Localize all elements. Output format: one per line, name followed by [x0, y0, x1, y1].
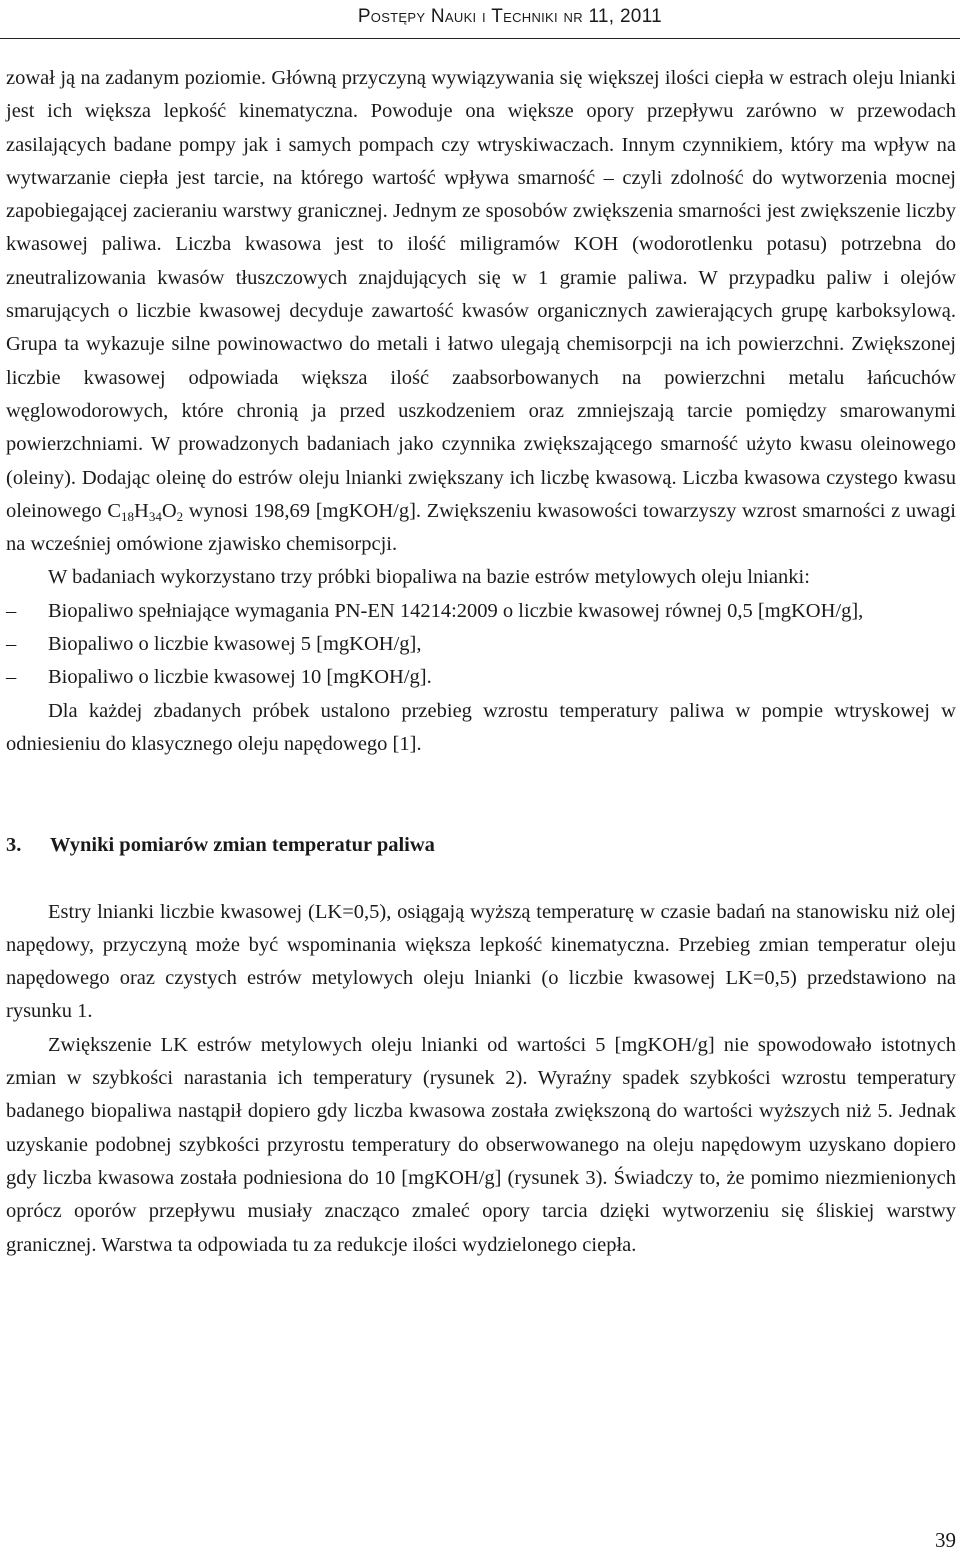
section-number: 3. [6, 834, 22, 857]
paragraph-method: Dla każdej zbadanych próbek ustalono przebieg wzrostu temperatury paliwa w pompie wtryskowej w odniesieniu do klasycznego oleju napędowego [1]. [6, 699, 956, 755]
paragraph-results-2: Zwiększenie LK estrów metylowych oleju lnianki od wartości 5 [mgKOH/g] nie spowodowało istotnych zmian w szybkości narastania ich temperatury (rysunek 2). Wyraźny spadek szybkości wzrostu temperatury badanego biopaliwa nastąpił dopiero gdy liczba kwasowa została zwiększoną do wartości wyższych niż 5. Jednak uzyskanie podobnej szybkości przyrostu temperatury do obserwowanego na oleju napędowym uzyskano dopiero gdy liczba kwasowa została podniesiona do 10 [mgKOH/g] (rysunek 3). Świadczy to, że pomimo niezmienionych oprócz oporów przepływu musiały znacząco zmaleć opory tarcia dzięki wytworzeniu się śliskiej warstwy granicznej. Warstwa ta odpowiada tu za redukcje ilości wydzielonego ciepła. [6, 1033, 956, 1256]
list-dash: – [6, 633, 17, 656]
oleic-acid-formula: $C_{18}H_{34}O_2$ [107, 499, 184, 524]
paragraph-lubricity [6, 62, 956, 561]
section-title: Wyniki pomiarów zmian temperatur paliwa [50, 834, 435, 857]
paragraph-samples-intro: W badaniach wykorzystano trzy próbki biopaliwa na bazie estrów metylowych oleju lnianki: [48, 566, 810, 589]
header-divider [0, 38, 960, 39]
page-header [0, 0, 960, 38]
section-heading [6, 829, 956, 862]
list-item: – Biopaliwo spełniające wymagania PN-EN 14214:2009 o liczbie kwasowej równej 0,5 [mgKOH/g], [6, 595, 956, 628]
list-dash: – [6, 599, 17, 622]
list-item: – Biopaliwo o liczbie kwasowej 5 [mgKOH/g], [6, 628, 956, 661]
paragraph-results-1: Estry lnianki liczbie kwasowej (LK=0,5), osiągają wyższą temperaturę w czasie badań na stanowisku niż olej napędowy, przyczyną może być wspominania większa lepkość kinematyczna. Przebieg zmian temperatur oleju napędowego oraz czystych estrów metylowych oleju lnianki (o liczbie kwasowej LK=0,5) przedstawiono na rysunku 1. [6, 900, 956, 1023]
page-number: 39 [935, 1528, 956, 1552]
list-item: – Biopaliwo o liczbie kwasowej 10 [mgKOH/g]. [6, 661, 956, 694]
journal-title: Postępy Nauki i Techniki nr 11, 2011 [357, 6, 662, 27]
paragraph-lubricity-tail: wynosi 198,69 [mgKOH/g]. Zwiększeniu kwasowości towarzyszy wzrost smarności z uwagi na wcześniej omówione zjawisko chemisorpcji. [6, 499, 956, 556]
samples-list [6, 595, 956, 695]
list-dash: – [6, 666, 17, 689]
paragraph-lubricity-text: zował ją na zadanym poziomie. Główną przyczyną wywiązywania się większej ilości ciepła w estrach oleju lnianki jest ich większa lepkość kinematyczna. Powoduje ona większe opory przepływu zarówno w przewodach zasilających badane pompy jak i samych pompach czy wtryskiwaczach. Innym czynnikiem, który ma wpływ na wytwarzanie ciepła jest tarcie, na którego wartość wpływa smarność – czyli zdolność do wytworzenia mocnej zapobiegającej zacieraniu warstwy granicznej. Jednym ze sposobów zwiększenia smarności jest zwiększenie liczby kwasowej paliwa. Liczba kwasowa jest to ilość miligramów KOH (wodorotlenku potasu) potrzebna do zneutralizowania kwasów tłuszczowych znajdujących się w 1 gramie paliwa. W przypadku paliw i olejów smarujących o liczbie kwasowej decyduje zawartość kwasów organicznych zawierających grupę karboksylową. Grupa ta wykazuje silne powinowactwo do metali i łatwo ulegają chemisorpcji na ich powierzchni. Zwiększonej liczbie kwasowej odpowiada większa ilość zaabsorbowanych na powierzchni metalu łańcuchów węglowodorowych, które chronią ja przed uszkodzeniem oraz zmniejszają tarcie pomiędzy smarowanymi powierzchniami. W prowadzonych badaniach jako czynnika zwiększającego smarność użyto kwasu oleinowego (oleiny). Dodając oleinę do estrów oleju lnianki zwiększany ich liczbę kwasową. Liczba kwasowa czystego kwasu oleinowego [6, 67, 956, 522]
article-body [6, 62, 956, 1262]
